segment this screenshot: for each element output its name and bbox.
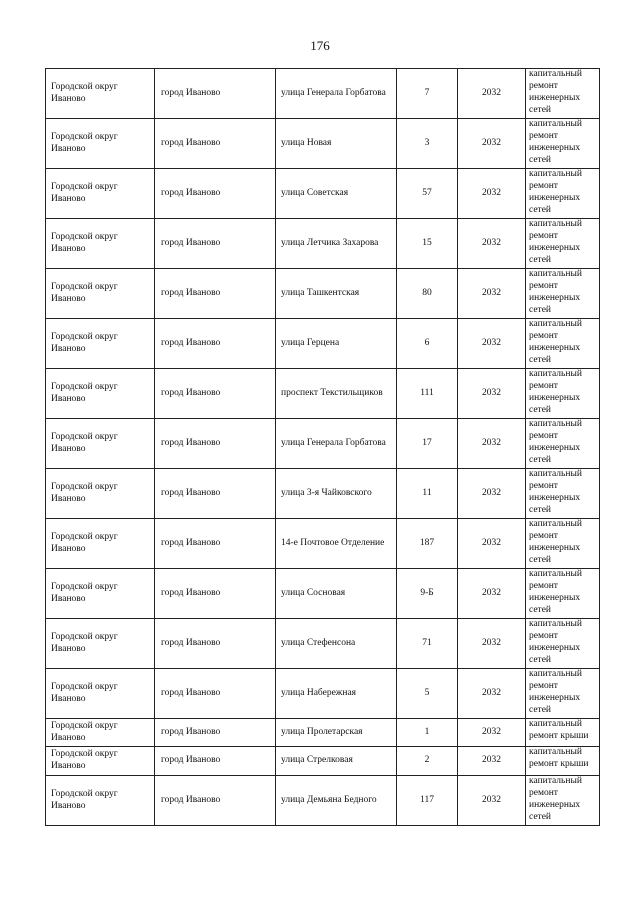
table-row: [46, 669, 600, 719]
work-type-cell: капитальный ремонт инженерных сетей: [526, 569, 600, 619]
street-cell: проспект Текстильщиков: [276, 369, 397, 419]
street-cell: улица Стрелковая: [276, 747, 397, 776]
work-type-cell: капитальный ремонт инженерных сетей: [526, 169, 600, 219]
city-cell: город Иваново: [155, 219, 276, 269]
street-cell: улица Набережная: [276, 669, 397, 719]
city-cell: город Иваново: [155, 669, 276, 719]
district-cell: Городской округ Иваново: [46, 747, 155, 776]
work-type-cell: капитальный ремонт инженерных сетей: [526, 319, 600, 369]
table-row: [46, 69, 600, 119]
district-cell: Городской округ Иваново: [46, 669, 155, 719]
year-cell: 2032: [458, 419, 526, 469]
street-cell: улица Новая: [276, 119, 397, 169]
work-type-cell: капитальный ремонт крыши: [526, 747, 600, 776]
city-cell: город Иваново: [155, 569, 276, 619]
district-cell: Городской округ Иваново: [46, 469, 155, 519]
city-cell: город Иваново: [155, 469, 276, 519]
house-number-cell: 111: [397, 369, 458, 419]
city-cell: город Иваново: [155, 169, 276, 219]
house-number-cell: 1: [397, 719, 458, 747]
district-cell: Городской округ Иваново: [46, 776, 155, 826]
street-cell: улица Летчика Захарова: [276, 219, 397, 269]
work-type-cell: капитальный ремонт инженерных сетей: [526, 369, 600, 419]
house-number-cell: 3: [397, 119, 458, 169]
year-cell: 2032: [458, 776, 526, 826]
city-cell: город Иваново: [155, 519, 276, 569]
street-cell: улица Советская: [276, 169, 397, 219]
district-cell: Городской округ Иваново: [46, 169, 155, 219]
street-cell: улица Стефенсона: [276, 619, 397, 669]
house-number-cell: 6: [397, 319, 458, 369]
street-cell: улица Пролетарская: [276, 719, 397, 747]
table-row: [46, 419, 600, 469]
work-type-cell: капитальный ремонт инженерных сетей: [526, 269, 600, 319]
district-cell: Городской округ Иваново: [46, 119, 155, 169]
year-cell: 2032: [458, 369, 526, 419]
district-cell: Городской округ Иваново: [46, 569, 155, 619]
work-type-cell: капитальный ремонт инженерных сетей: [526, 469, 600, 519]
city-cell: город Иваново: [155, 719, 276, 747]
year-cell: 2032: [458, 619, 526, 669]
table-row: [46, 569, 600, 619]
work-type-cell: капитальный ремонт крыши: [526, 719, 600, 747]
table-row: [46, 776, 600, 826]
work-type-cell: капитальный ремонт инженерных сетей: [526, 776, 600, 826]
year-cell: 2032: [458, 119, 526, 169]
district-cell: Городской округ Иваново: [46, 219, 155, 269]
district-cell: Городской округ Иваново: [46, 619, 155, 669]
city-cell: город Иваново: [155, 619, 276, 669]
table-row: [46, 369, 600, 419]
street-cell: улица Ташкентская: [276, 269, 397, 319]
page-number: 176: [310, 38, 330, 53]
street-cell: улица Демьяна Бедного: [276, 776, 397, 826]
work-type-cell: капитальный ремонт инженерных сетей: [526, 119, 600, 169]
year-cell: 2032: [458, 219, 526, 269]
year-cell: 2032: [458, 69, 526, 119]
table-row: [46, 269, 600, 319]
table-row: [46, 747, 600, 776]
house-number-cell: 57: [397, 169, 458, 219]
city-cell: город Иваново: [155, 69, 276, 119]
street-cell: улица 3-я Чайковского: [276, 469, 397, 519]
district-cell: Городской округ Иваново: [46, 319, 155, 369]
street-cell: 14-е Почтовое Отделение: [276, 519, 397, 569]
year-cell: 2032: [458, 269, 526, 319]
district-cell: Городской округ Иваново: [46, 369, 155, 419]
city-cell: город Иваново: [155, 776, 276, 826]
table-row: [46, 519, 600, 569]
table-row: [46, 219, 600, 269]
registry-table: [45, 68, 600, 826]
table-row: [46, 719, 600, 747]
work-type-cell: капитальный ремонт инженерных сетей: [526, 619, 600, 669]
year-cell: 2032: [458, 319, 526, 369]
street-cell: улица Генерала Горбатова: [276, 419, 397, 469]
year-cell: 2032: [458, 519, 526, 569]
year-cell: 2032: [458, 469, 526, 519]
work-type-cell: капитальный ремонт инженерных сетей: [526, 419, 600, 469]
district-cell: Городской округ Иваново: [46, 69, 155, 119]
street-cell: улица Сосновая: [276, 569, 397, 619]
district-cell: Городской округ Иваново: [46, 719, 155, 747]
table-row: [46, 169, 600, 219]
street-cell: улица Генерала Горбатова: [276, 69, 397, 119]
house-number-cell: 5: [397, 669, 458, 719]
year-cell: 2032: [458, 569, 526, 619]
city-cell: город Иваново: [155, 369, 276, 419]
city-cell: город Иваново: [155, 747, 276, 776]
city-cell: город Иваново: [155, 419, 276, 469]
year-cell: 2032: [458, 719, 526, 747]
house-number-cell: 7: [397, 69, 458, 119]
house-number-cell: 17: [397, 419, 458, 469]
work-type-cell: капитальный ремонт инженерных сетей: [526, 669, 600, 719]
house-number-cell: 71: [397, 619, 458, 669]
table-row: [46, 119, 600, 169]
house-number-cell: 11: [397, 469, 458, 519]
city-cell: город Иваново: [155, 119, 276, 169]
house-number-cell: 2: [397, 747, 458, 776]
house-number-cell: 9-Б: [397, 569, 458, 619]
table-row: [46, 319, 600, 369]
year-cell: 2032: [458, 747, 526, 776]
district-cell: Городской округ Иваново: [46, 269, 155, 319]
house-number-cell: 187: [397, 519, 458, 569]
house-number-cell: 80: [397, 269, 458, 319]
house-number-cell: 15: [397, 219, 458, 269]
district-cell: Городской округ Иваново: [46, 419, 155, 469]
city-cell: город Иваново: [155, 269, 276, 319]
year-cell: 2032: [458, 669, 526, 719]
work-type-cell: капитальный ремонт инженерных сетей: [526, 519, 600, 569]
city-cell: город Иваново: [155, 319, 276, 369]
street-cell: улица Герцена: [276, 319, 397, 369]
district-cell: Городской округ Иваново: [46, 519, 155, 569]
work-type-cell: капитальный ремонт инженерных сетей: [526, 219, 600, 269]
year-cell: 2032: [458, 169, 526, 219]
house-number-cell: 117: [397, 776, 458, 826]
table-row: [46, 619, 600, 669]
work-type-cell: капитальный ремонт инженерных сетей: [526, 69, 600, 119]
table-row: [46, 469, 600, 519]
